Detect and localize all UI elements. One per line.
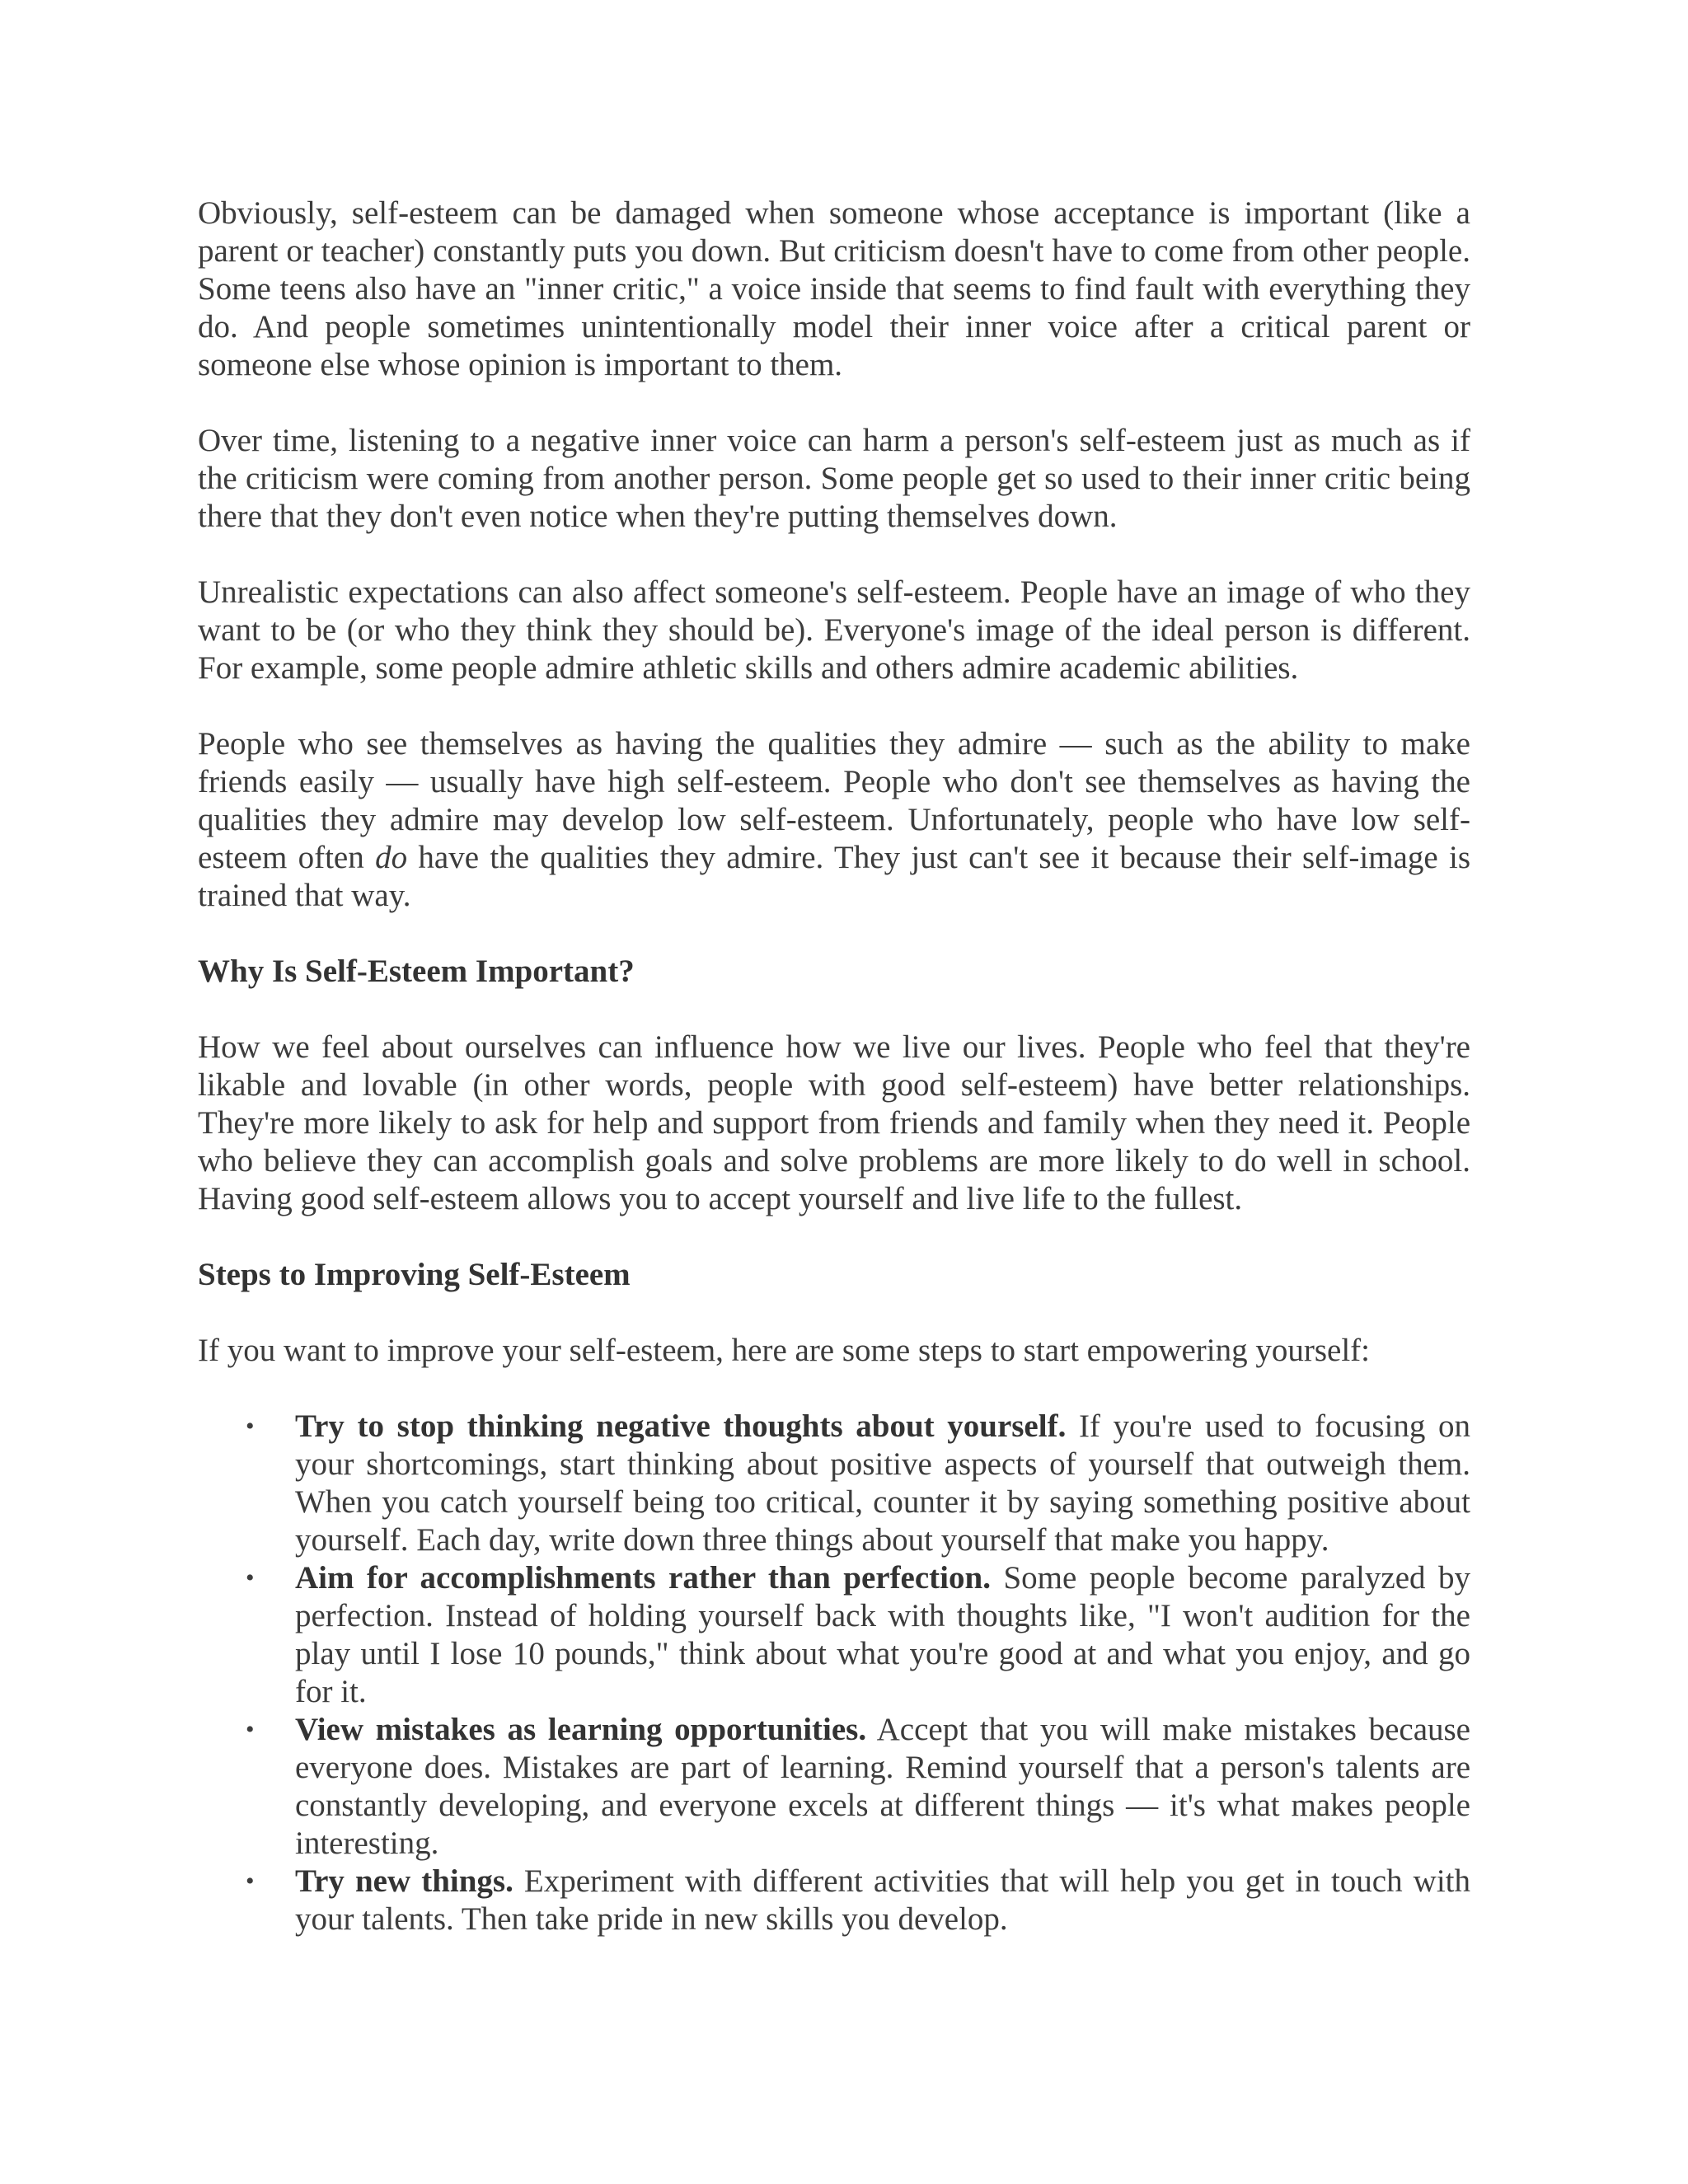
paragraph-inner-critic: Obviously, self-esteem can be damaged when someone whose acceptance is important (like a parent or teacher) constantly puts you down. But criticism doesn't have to come from other people. Some teens also have an "inner critic," a voice inside that seems to find fault with everything they do. And people sometimes unintentionally model their inner voice after a critical parent or someone else whose opinion is important to them.	[198, 195, 1470, 382]
step-title: Aim for accomplishments rather than perfection.	[295, 1560, 991, 1596]
bullet-icon: •	[246, 1868, 255, 1895]
paragraph-unrealistic-expectations: Unrealistic expectations can also affect someone's self-esteem. People have an image of who they want to be (or who they think they should be). Everyone's image of the ideal person is different. For example, some people admire athletic skills and others admire academic abilities.	[198, 574, 1470, 686]
step-title: Try to stop thinking negative thoughts about yourself.	[295, 1408, 1067, 1444]
list-item	[198, 1711, 1470, 1863]
list-item	[198, 1863, 1470, 1938]
bullet-icon: •	[246, 1716, 255, 1743]
bullet-icon: •	[246, 1564, 255, 1591]
document-page	[198, 194, 1470, 1938]
step-title: Try new things.	[295, 1863, 513, 1899]
section-heading-steps: Steps to Improving Self-Esteem	[198, 1257, 631, 1292]
paragraph-admired-qualities	[198, 725, 1470, 915]
step-text: Accept that you will make mistakes because everyone does. Mistakes are part of learning. Remind yourself that a person's talents are constantly developing, and everyone excels at different things — it's what makes people interesting.	[295, 1712, 1470, 1861]
paragraph-negative-voice: Over time, listening to a negative inner voice can harm a person's self-esteem just as much as if the criticism were coming from another person. Some people get so used to their inner critic being there that they don't even notice when they're putting themselves down.	[198, 423, 1470, 534]
list-item	[198, 1408, 1470, 1559]
step-text: Experiment with different activities that will help you get in touch with your talents. Then take pride in new skills you develop.	[295, 1863, 1470, 1937]
section-heading-why-important: Why Is Self-Esteem Important?	[198, 954, 635, 989]
steps-list	[198, 1408, 1470, 1938]
step-title: View mistakes as learning opportunities.	[295, 1712, 867, 1747]
bullet-icon: •	[246, 1413, 255, 1440]
paragraph-why-important: How we feel about ourselves can influence how we live our lives. People who feel that they're likable and lovable (in other words, people with good self-esteem) have better relationships. They're more likely to ask for help and support from friends and family when they need it. People who believe they can accomplish goals and solve problems are more likely to do well in school. Having good self-esteem allows you to accept yourself and live life to the fullest.	[198, 1029, 1470, 1216]
paragraph-text: People who see themselves as having the qualities they admire — such as the ability to make friends easily — usually have high self-esteem. People who don't see themselves as having the qualities they admire may develop low self-esteem. Unfortunately, people who have low self-esteem often	[198, 726, 1470, 875]
paragraph-steps-intro: If you want to improve your self-esteem, here are some steps to start empowering yourself:	[198, 1333, 1370, 1368]
emphasis-text: do	[375, 840, 408, 875]
list-item	[198, 1559, 1470, 1711]
step-text: If you're used to focusing on your shortcomings, start thinking about positive aspects of yourself that outweigh them. When you catch yourself being too critical, counter it by saying something positive about yourself. Each day, write down three things about yourself that make you happy.	[295, 1408, 1470, 1558]
paragraph-text: have the qualities they admire. They just can't see it because their self-image is trained that way.	[198, 840, 1470, 913]
step-text: Some people become paralyzed by perfection. Instead of holding yourself back with thoughts like, "I won't audition for the play until I lose 10 pounds," think about what you're good at and what you enjoy, and go for it.	[295, 1560, 1470, 1709]
